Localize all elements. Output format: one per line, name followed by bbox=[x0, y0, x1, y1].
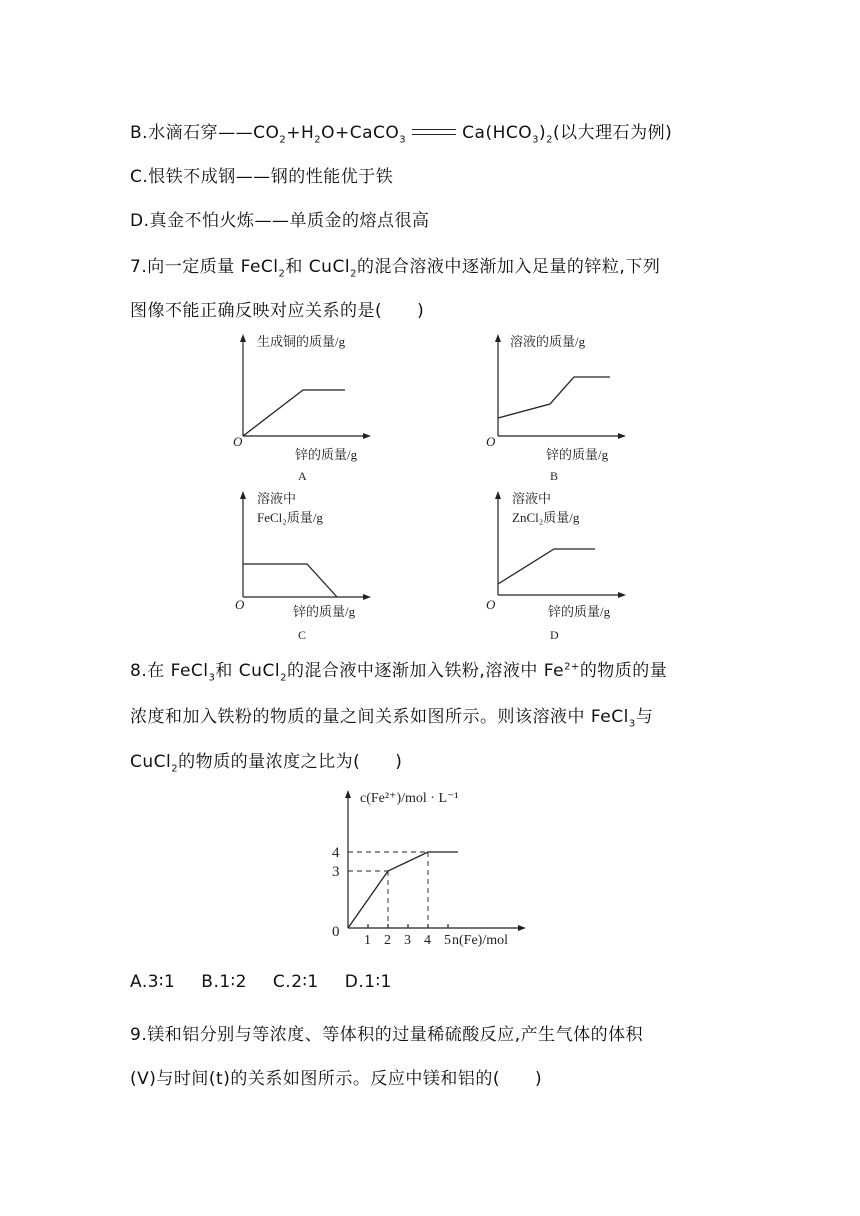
option-c: C.恨铁不成钢——钢的性能优于铁 bbox=[130, 167, 394, 187]
option-c[interactable]: C.2∶1 bbox=[272, 972, 319, 992]
y-axis-arrow bbox=[495, 491, 501, 499]
y-axis-arrow bbox=[240, 334, 246, 342]
q8-line1: 8.在 FeCl$_3$和 CuCl$_2$的混合液中逐渐加入铁粉,溶液中 $Fe^{2+}$的物质的量 bbox=[130, 661, 668, 684]
y-tick-label-3: 3 bbox=[332, 864, 340, 880]
graph-c-letter: C bbox=[298, 628, 307, 642]
graph-c-ylabel-line2: FeCl₂质量/g bbox=[257, 510, 323, 525]
equals-sign bbox=[412, 128, 456, 138]
graph-b-origin: O bbox=[486, 434, 496, 449]
chart-origin: 0 bbox=[332, 924, 340, 940]
graph-b bbox=[480, 328, 640, 488]
x-axis-arrow bbox=[363, 433, 371, 439]
option-d[interactable]: D.1∶1 bbox=[344, 972, 392, 992]
x-axis-arrow bbox=[618, 592, 626, 598]
graph-a bbox=[225, 328, 375, 488]
q8-line3: CuCl$_2$的物质的量浓度之比为( ) bbox=[130, 752, 403, 775]
x-tick-label-5: 5 bbox=[444, 933, 451, 948]
option-d: D.真金不怕火炼——单质金的熔点很高 bbox=[130, 211, 430, 231]
graph-d-ylabel-line1: 溶液中 bbox=[512, 491, 552, 506]
y-axis-arrow bbox=[240, 491, 246, 499]
x-tick-label-3: 3 bbox=[404, 933, 411, 948]
q8-options bbox=[130, 972, 418, 992]
chart-ylabel: c(Fe²⁺)/mol · L⁻¹ bbox=[360, 791, 459, 806]
graph-d-curve bbox=[498, 549, 595, 584]
q7-line1: 7.向一定质量 FeCl$_2$和 CuCl$_2$的混合溶液中逐渐加入足量的锌粒,下列 bbox=[130, 257, 661, 280]
q8-chart bbox=[320, 786, 550, 956]
graph-d-letter: D bbox=[550, 628, 559, 642]
x-tick-label-2: 2 bbox=[384, 933, 391, 948]
q9-line2: (V)与时间(t)的关系如图所示。反应中镁和铝的( ) bbox=[130, 1069, 543, 1089]
x-tick-label-4: 4 bbox=[424, 933, 431, 948]
graph-a-curve bbox=[243, 390, 345, 436]
option-b: B.水滴石穿$——CO_2+H_2O+CaCO_3$ $Ca(HCO_3)_2$(以大理石为例) bbox=[130, 123, 673, 146]
graph-d-ylabel-line2: ZnCl₂质量/g bbox=[512, 510, 580, 525]
y-axis-arrow bbox=[345, 790, 351, 798]
option-b[interactable]: B.1∶2 bbox=[201, 972, 247, 992]
chart-xlabel: n(Fe)/mol bbox=[452, 933, 508, 948]
graph-d-origin: O bbox=[486, 597, 496, 612]
graph-d bbox=[480, 485, 640, 645]
graph-d-xlabel: 锌的质量/g bbox=[548, 604, 611, 619]
y-tick-label-4: 4 bbox=[332, 845, 340, 861]
graph-b-xlabel: 锌的质量/g bbox=[546, 447, 609, 462]
graph-c-origin: O bbox=[235, 597, 245, 612]
q7-line2: 图像不能正确反映对应关系的是( ) bbox=[130, 301, 425, 321]
y-axis-arrow bbox=[495, 334, 501, 342]
graph-a-ylabel: 生成铜的质量/g bbox=[257, 334, 346, 349]
graph-c-ylabel-line1: 溶液中 bbox=[257, 491, 297, 506]
x-axis-arrow bbox=[618, 433, 626, 439]
x-tick-label-1: 1 bbox=[364, 933, 371, 948]
graph-a-origin: O bbox=[233, 434, 243, 449]
graph-c-xlabel: 锌的质量/g bbox=[293, 604, 356, 619]
q9-line1: 9.镁和铝分别与等浓度、等体积的过量稀硫酸反应,产生气体的体积 bbox=[130, 1025, 644, 1045]
x-axis-arrow bbox=[518, 925, 526, 931]
graph-a-xlabel: 锌的质量/g bbox=[295, 447, 358, 462]
fe2-concentration-line bbox=[348, 852, 458, 928]
q8-line2: 浓度和加入铁粉的物质的量之间关系如图所示。则该溶液中 FeCl$_3$与 bbox=[130, 707, 654, 730]
x-axis-arrow bbox=[363, 594, 371, 600]
option-a[interactable]: A.3∶1 bbox=[130, 972, 176, 992]
graph-c bbox=[225, 485, 375, 645]
graph-b-ylabel: 溶液的质量/g bbox=[510, 334, 586, 349]
graph-b-letter: B bbox=[550, 469, 559, 483]
graph-b-curve bbox=[498, 377, 610, 418]
graph-c-curve bbox=[243, 564, 337, 597]
graph-a-letter: A bbox=[298, 469, 307, 483]
